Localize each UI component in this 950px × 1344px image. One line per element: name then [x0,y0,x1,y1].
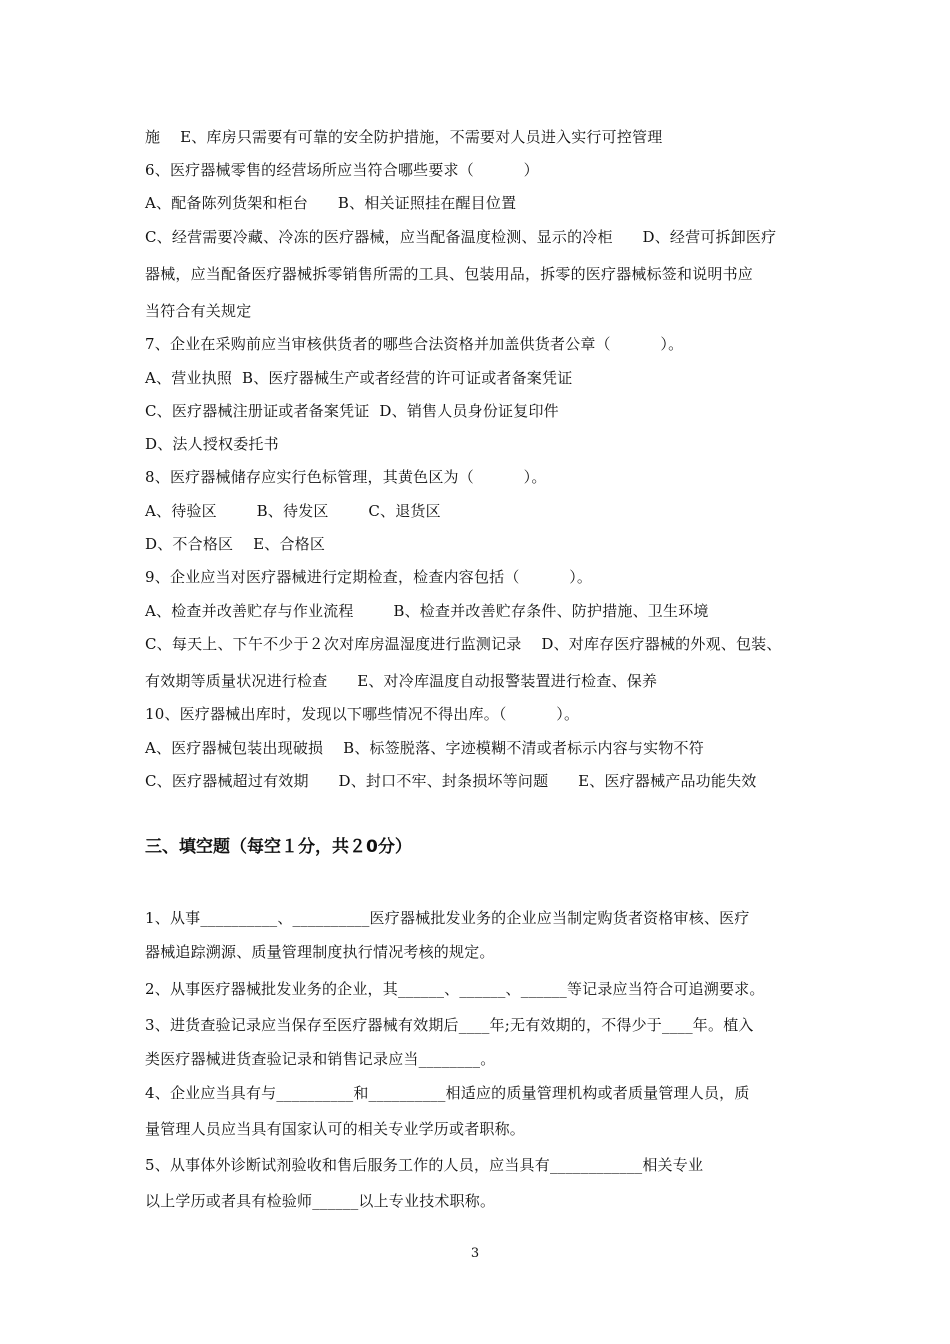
question-6: 6、医疗器械零售的经营场所应当符合哪些要求（ ） [145,161,539,179]
fill-line: 以上学历或者具有检验师______以上专业技术职称。 [145,1192,496,1210]
fill-line: 量管理人员应当具有国家认可的相关专业学历或者职称。 [145,1120,526,1138]
question-10: 10、医疗器械出库时，发现以下哪些情况不得出库。（ ）。 [145,705,580,723]
section-title: 三、填空题（每空１分，共２0分） [145,837,412,857]
fill-line: 类医疗器械进货查验记录和销售记录应当________。 [145,1050,496,1068]
page-number: 3 [470,1246,480,1261]
option-line: D、不合格区 E、合格区 [145,535,326,553]
fill-question-2: 2、从事医疗器械批发业务的企业，其______、______、______等记录应当符合可追溯要求。 [145,980,765,998]
option-line: A、医疗器械包装出现破损 B、标签脱落、字迹模糊不清或者标示内容与实物不符 [145,739,704,757]
option-line: 器械，应当配备医疗器械拆零销售所需的工具、包装用品，拆零的医疗器械标签和说明书应 [145,265,754,283]
text-line: 施 E、库房只需要有可靠的安全防护措施，不需要对人员进入实行可控管理 [145,128,663,146]
option-line: D、法人授权委托书 [145,435,279,453]
option-line: C、医疗器械超过有效期 D、封口不牢、封条损坏等问题 E、医疗器械产品功能失效 [145,772,757,790]
question-7: 7、企业在采购前应当审核供货者的哪些合法资格并加盖供货者公章（ ）。 [145,335,684,353]
option-line: 有效期等质量状况进行检查 E、对冷库温度自动报警装置进行检查、保养 [145,672,658,690]
fill-question-5: 5、从事体外诊断试剂验收和售后服务工作的人员，应当具有____________相关专业 [145,1156,704,1174]
fill-line: 器械追踪溯源、质量管理制度执行情况考核的规定。 [145,943,495,961]
question-8: 8、医疗器械储存应实行色标管理，其黄色区为（ ）。 [145,468,547,486]
option-line: A、营业执照 B、医疗器械生产或者经营的许可证或者备案凭证 [145,369,573,387]
fill-question-3: 3、进货查验记录应当保存至医疗器械有效期后____年;无有效期的，不得少于____年。植入 [145,1016,754,1034]
option-line: A、待验区 B、待发区 C、退货区 [145,502,441,520]
option-line: C、每天上、下午不少于２次对库房温湿度进行监测记录 D、对库存医疗器械的外观、包装、 [145,635,782,653]
option-line: A、检查并改善贮存与作业流程 B、检查并改善贮存条件、防护措施、卫生环境 [145,602,709,620]
option-line: 当符合有关规定 [145,302,252,320]
option-line: C、医疗器械注册证或者备案凭证 D、销售人员身份证复印件 [145,402,559,420]
fill-question-4: 4、企业应当具有与__________和__________相适应的质量管理机构或者质量管理人员，质 [145,1084,750,1102]
question-9: 9、企业应当对医疗器械进行定期检查，检查内容包括（ ）。 [145,568,593,586]
fill-question-1: 1、从事__________、__________医疗器械批发业务的企业应当制定购货者资格审核、医疗 [145,909,750,927]
option-line: C、经营需要冷藏、冷冻的医疗器械，应当配备温度检测、显示的冷柜 D、经营可拆卸医疗 [145,228,777,246]
option-line: A、配备陈列货架和柜台 B、相关证照挂在醒目位置 [145,194,517,212]
